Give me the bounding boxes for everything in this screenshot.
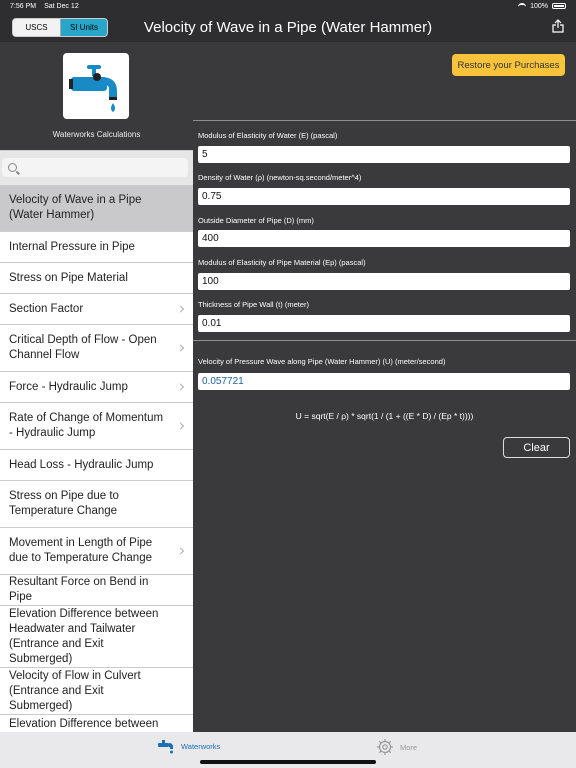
input-label-diameter: Outside Diameter of Pipe (D) (mm)	[198, 216, 314, 225]
input-label-thickness: Thickness of Pipe Wall (t) (meter)	[198, 300, 309, 309]
input-label-density: Density of Water (ρ) (newton-sq.second/meter^4)	[198, 173, 362, 182]
result-field: 0.057721	[198, 373, 570, 390]
sidebar	[0, 42, 193, 732]
wifi-icon	[518, 3, 526, 9]
calculator-panel	[193, 42, 576, 732]
navigation-bar	[0, 12, 576, 42]
list-item-label: Force - Hydraulic Jump	[9, 380, 128, 393]
input-diameter[interactable]: 400	[198, 230, 570, 247]
list-item-label: Critical Depth of Flow - Open Channel Flow	[9, 334, 157, 361]
input-modulus-water[interactable]: 5	[198, 146, 570, 163]
list-item[interactable]	[0, 232, 193, 263]
list-item-label: Movement in Length of Pipe due to Temperature Change	[9, 537, 153, 564]
gear-icon	[376, 738, 394, 756]
battery-percent: 100%	[530, 2, 548, 10]
list-item[interactable]	[0, 481, 193, 528]
list-item[interactable]	[0, 668, 193, 715]
calculation-list	[0, 185, 193, 735]
clear-button[interactable]: Clear	[503, 437, 570, 458]
input-label-modulus-pipe: Modulus of Elasticity of Pipe Material (Ep) (pascal)	[198, 258, 366, 267]
status-bar	[0, 0, 576, 12]
status-time: 7:56 PM	[10, 2, 37, 10]
tab-more[interactable]	[376, 738, 417, 756]
input-thickness[interactable]: 0.01	[198, 315, 570, 332]
result-label: Velocity of Pressure Wave along Pipe (Water Hammer) (U) (meter/second)	[198, 357, 446, 366]
list-item-label: Stress on Pipe due to Temperature Change	[9, 490, 119, 517]
list-item[interactable]	[0, 606, 193, 668]
chevron-right-icon	[177, 383, 184, 390]
list-item[interactable]	[0, 528, 193, 575]
list-item-label: Head Loss - Hydraulic Jump	[9, 458, 154, 471]
list-item-label: Resultant Force on Bend in Pipe	[9, 576, 149, 603]
chevron-right-icon	[177, 305, 184, 312]
list-item[interactable]	[0, 325, 193, 372]
list-item-label: Stress on Pipe Material	[9, 271, 128, 284]
divider	[193, 340, 576, 341]
faucet-icon	[67, 57, 125, 115]
app-logo	[63, 53, 129, 119]
list-item[interactable]	[0, 372, 193, 403]
list-item-label: Velocity of Wave in a Pipe (Water Hammer)	[9, 194, 142, 221]
list-item-label: Section Factor	[9, 302, 84, 315]
list-item-label: Velocity of Flow in Culvert (Entrance and Exit Submerged)	[9, 669, 141, 712]
input-label-modulus-water: Modulus of Elasticity of Water (E) (pascal)	[198, 131, 338, 140]
formula-text: U = sqrt(E / ρ) * sqrt(1 / (1 + ((E * D) / (Ep * t))))	[295, 411, 474, 421]
faucet-icon	[157, 738, 175, 754]
input-density[interactable]: 0.75	[198, 188, 570, 205]
app-caption: Waterworks Calculations	[52, 130, 141, 139]
status-date: Sat Dec 12	[44, 2, 79, 10]
tab-waterworks[interactable]	[157, 738, 220, 754]
page-title: Velocity of Wave in a Pipe (Water Hammer)	[143, 19, 433, 36]
list-item[interactable]	[0, 403, 193, 450]
battery-icon	[552, 3, 566, 9]
search-icon	[8, 163, 17, 172]
list-item[interactable]	[0, 185, 193, 232]
chevron-right-icon	[177, 547, 184, 554]
search-bar	[0, 150, 193, 186]
divider	[193, 120, 576, 121]
list-item-label: Elevation Difference between	[9, 718, 159, 730]
input-modulus-pipe[interactable]: 100	[198, 273, 570, 290]
segment-si-units[interactable]: SI Units	[60, 19, 107, 36]
search-input[interactable]	[2, 158, 188, 177]
share-icon[interactable]	[552, 19, 564, 33]
list-item[interactable]	[0, 294, 193, 325]
list-item-label: Internal Pressure in Pipe	[9, 240, 135, 253]
restore-purchases-button[interactable]: Restore your Purchases	[452, 54, 565, 76]
segment-uscs[interactable]: USCS	[25, 23, 48, 32]
list-item-label: Elevation Difference between Headwater and Tailwater (Entrance and Exit Submerged)	[9, 607, 159, 665]
chevron-right-icon	[177, 344, 184, 351]
chevron-right-icon	[177, 422, 184, 429]
tab-waterworks-label: Waterworks	[181, 741, 221, 751]
list-item[interactable]	[0, 450, 193, 481]
list-item-label: Rate of Change of Momentum - Hydraulic Jump	[9, 412, 164, 439]
tab-more-label: More	[400, 742, 418, 752]
list-item[interactable]	[0, 263, 193, 294]
home-indicator	[200, 760, 376, 764]
list-item[interactable]	[0, 575, 193, 606]
